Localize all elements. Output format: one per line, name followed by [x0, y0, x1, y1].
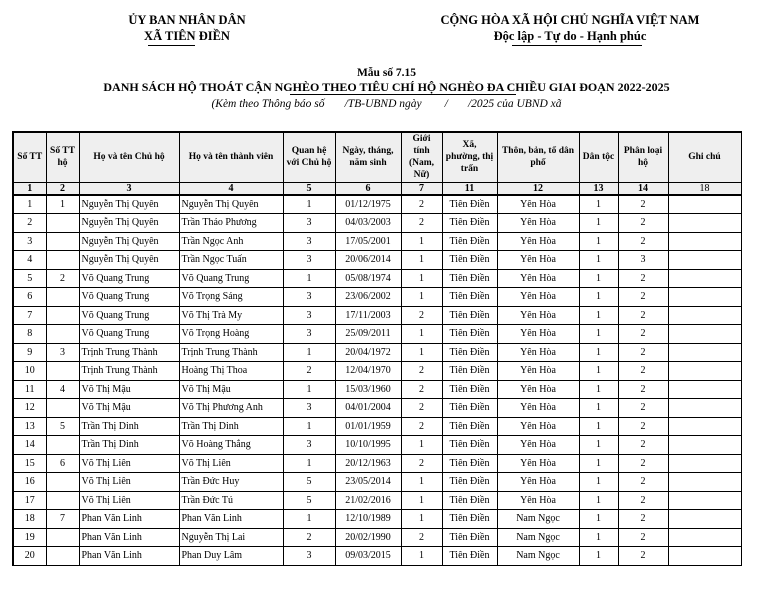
cell-ngay-sinh: 20/02/1990: [335, 528, 401, 547]
cell-phan-loai: 2: [618, 491, 668, 510]
cell-stt-ho: [46, 306, 79, 325]
cell-stt: 17: [13, 491, 46, 510]
table-row: [13, 362, 741, 381]
cell-ghi-chu: [668, 491, 741, 510]
col-header-ghi-chu: Ghi chú: [668, 132, 741, 182]
document-subtitle: (Kèm theo Thông báo số /TB-UBND ngày / /2025 của UBND xã: [211, 98, 562, 110]
cell-ngay-sinh: 05/08/1974: [335, 269, 401, 288]
col-number: 5: [283, 182, 335, 195]
cell-ngay-sinh: 12/10/1989: [335, 510, 401, 529]
cell-dan-toc: 1: [579, 454, 618, 473]
cell-gioi-tinh: 2: [401, 399, 442, 418]
column-number-row: [13, 182, 741, 195]
cell-ghi-chu: [668, 195, 741, 214]
cell-stt-ho: 6: [46, 454, 79, 473]
cell-phan-loai: 2: [618, 510, 668, 529]
cell-gioi-tinh: 2: [401, 454, 442, 473]
cell-ngay-sinh: 23/05/2014: [335, 473, 401, 492]
cell-thon: Yên Hòa: [497, 214, 579, 233]
cell-gioi-tinh: 1: [401, 232, 442, 251]
issuing-authority: [92, 12, 282, 44]
cell-phan-loai: 2: [618, 473, 668, 492]
cell-xa: Tiên Điền: [442, 232, 497, 251]
cell-gioi-tinh: 1: [401, 436, 442, 455]
col-header-chu-ho: Họ và tên Chủ hộ: [79, 132, 179, 182]
cell-stt: 5: [13, 269, 46, 288]
cell-xa: Tiên Điền: [442, 306, 497, 325]
cell-ngay-sinh: 20/04/1972: [335, 343, 401, 362]
cell-ngay-sinh: 04/01/2004: [335, 399, 401, 418]
cell-phan-loai: 2: [618, 380, 668, 399]
authority-line-1: ỦY BAN NHÂN DÂN: [128, 13, 246, 27]
authority-line-2: XÃ TIÊN ĐIỀN: [144, 29, 230, 43]
table-row: [13, 473, 741, 492]
cell-ghi-chu: [668, 306, 741, 325]
cell-stt-ho: 3: [46, 343, 79, 362]
cell-xa: Tiên Điền: [442, 362, 497, 381]
cell-ngay-sinh: 10/10/1995: [335, 436, 401, 455]
cell-dan-toc: 1: [579, 510, 618, 529]
cell-dan-toc: 1: [579, 547, 618, 566]
cell-stt-ho: [46, 325, 79, 344]
cell-dan-toc: 1: [579, 195, 618, 214]
cell-stt-ho: [46, 232, 79, 251]
cell-stt-ho: [46, 547, 79, 566]
col-header-quan-he: Quan hệ với Chủ hộ: [283, 132, 335, 182]
cell-phan-loai: 2: [618, 417, 668, 436]
cell-ghi-chu: [668, 454, 741, 473]
cell-phan-loai: 2: [618, 306, 668, 325]
cell-phan-loai: 2: [618, 343, 668, 362]
cell-stt: 12: [13, 399, 46, 418]
cell-stt-ho: 4: [46, 380, 79, 399]
cell-ngay-sinh: 12/04/1970: [335, 362, 401, 381]
cell-stt: 16: [13, 473, 46, 492]
col-header-ngay-sinh: Ngày, tháng, năm sinh: [335, 132, 401, 182]
table-row: [13, 269, 741, 288]
table-row: [13, 547, 741, 566]
cell-xa: Tiên Điền: [442, 454, 497, 473]
cell-thon: Yên Hòa: [497, 343, 579, 362]
cell-xa: Tiên Điền: [442, 436, 497, 455]
household-list-table: [12, 131, 742, 566]
cell-gioi-tinh: 2: [401, 306, 442, 325]
cell-quan-he: 3: [283, 436, 335, 455]
cell-gioi-tinh: 1: [401, 473, 442, 492]
cell-xa: Tiên Điền: [442, 510, 497, 529]
cell-thanh-vien: Trần Ngọc Anh: [179, 232, 283, 251]
cell-stt-ho: [46, 436, 79, 455]
cell-stt: 10: [13, 362, 46, 381]
cell-quan-he: 5: [283, 473, 335, 492]
cell-phan-loai: 2: [618, 214, 668, 233]
national-motto: Độc lập - Tự do - Hạnh phúc: [493, 29, 647, 43]
cell-xa: Tiên Điền: [442, 195, 497, 214]
cell-stt: 11: [13, 380, 46, 399]
cell-thon: Yên Hòa: [497, 454, 579, 473]
cell-quan-he: 1: [283, 417, 335, 436]
cell-thon: Nam Ngọc: [497, 528, 579, 547]
cell-chu-ho: Trần Thị Dinh: [79, 417, 179, 436]
cell-ngay-sinh: 20/12/1963: [335, 454, 401, 473]
cell-ngay-sinh: 25/09/2011: [335, 325, 401, 344]
cell-gioi-tinh: 2: [401, 362, 442, 381]
cell-xa: Tiên Điền: [442, 269, 497, 288]
cell-thon: Yên Hòa: [497, 362, 579, 381]
cell-ghi-chu: [668, 547, 741, 566]
cell-chu-ho: Phan Văn Linh: [79, 510, 179, 529]
cell-ghi-chu: [668, 343, 741, 362]
authority-underline: [148, 45, 195, 46]
table-row: [13, 195, 741, 214]
cell-quan-he: 1: [283, 195, 335, 214]
cell-phan-loai: 2: [618, 399, 668, 418]
cell-thon: Yên Hòa: [497, 436, 579, 455]
col-number: 2: [46, 182, 79, 195]
cell-chu-ho: Phan Văn Linh: [79, 528, 179, 547]
cell-chu-ho: Nguyễn Thị Quyên: [79, 195, 179, 214]
cell-stt-ho: [46, 288, 79, 307]
table-row: [13, 288, 741, 307]
cell-dan-toc: 1: [579, 325, 618, 344]
cell-quan-he: 3: [283, 306, 335, 325]
table-row: [13, 436, 741, 455]
cell-ghi-chu: [668, 473, 741, 492]
cell-chu-ho: Võ Quang Trung: [79, 306, 179, 325]
cell-thanh-vien: Võ Hoàng Thắng: [179, 436, 283, 455]
cell-thanh-vien: Võ Thị Liên: [179, 454, 283, 473]
col-header-stt-ho: Số TT hộ: [46, 132, 79, 182]
col-number: 4: [179, 182, 283, 195]
cell-xa: Tiên Điền: [442, 251, 497, 270]
cell-chu-ho: Nguyễn Thị Quyên: [79, 232, 179, 251]
cell-phan-loai: 2: [618, 454, 668, 473]
cell-ngay-sinh: 04/03/2003: [335, 214, 401, 233]
col-number: 12: [497, 182, 579, 195]
cell-gioi-tinh: 2: [401, 380, 442, 399]
cell-ghi-chu: [668, 269, 741, 288]
cell-phan-loai: 2: [618, 436, 668, 455]
cell-chu-ho: Võ Quang Trung: [79, 269, 179, 288]
cell-chu-ho: Võ Thị Liên: [79, 491, 179, 510]
cell-ghi-chu: [668, 417, 741, 436]
col-header-xa: Xã, phường, thị trấn: [442, 132, 497, 182]
cell-ghi-chu: [668, 232, 741, 251]
cell-thon: Yên Hòa: [497, 417, 579, 436]
header-row: [13, 132, 741, 182]
cell-ngay-sinh: 17/11/2003: [335, 306, 401, 325]
cell-dan-toc: 1: [579, 436, 618, 455]
cell-stt: 14: [13, 436, 46, 455]
cell-ghi-chu: [668, 399, 741, 418]
cell-gioi-tinh: 1: [401, 288, 442, 307]
cell-ghi-chu: [668, 325, 741, 344]
table-row: [13, 251, 741, 270]
col-header-thon: Thôn, bản, tổ dân phố: [497, 132, 579, 182]
col-header-thanh-vien: Họ và tên thành viên: [179, 132, 283, 182]
col-header-stt: Số TT: [13, 132, 46, 182]
cell-thanh-vien: Trần Đức Huy: [179, 473, 283, 492]
cell-ghi-chu: [668, 251, 741, 270]
cell-quan-he: 3: [283, 399, 335, 418]
cell-xa: Tiên Điền: [442, 343, 497, 362]
col-header-phan-loai: Phân loại hộ: [618, 132, 668, 182]
cell-phan-loai: 2: [618, 362, 668, 381]
col-number: 6: [335, 182, 401, 195]
cell-chu-ho: Võ Thị Liên: [79, 454, 179, 473]
cell-thon: Yên Hòa: [497, 195, 579, 214]
table-row: [13, 380, 741, 399]
cell-thanh-vien: Võ Quang Trung: [179, 269, 283, 288]
cell-stt-ho: [46, 214, 79, 233]
cell-xa: Tiên Điền: [442, 399, 497, 418]
cell-phan-loai: 3: [618, 251, 668, 270]
cell-gioi-tinh: 2: [401, 417, 442, 436]
cell-phan-loai: 2: [618, 195, 668, 214]
cell-thon: Yên Hòa: [497, 399, 579, 418]
cell-thanh-vien: Võ Trọng Sáng: [179, 288, 283, 307]
cell-xa: Tiên Điền: [442, 325, 497, 344]
cell-quan-he: 1: [283, 343, 335, 362]
cell-quan-he: 3: [283, 214, 335, 233]
cell-quan-he: 3: [283, 232, 335, 251]
col-number: 1: [13, 182, 46, 195]
cell-ghi-chu: [668, 510, 741, 529]
cell-gioi-tinh: 1: [401, 491, 442, 510]
cell-stt-ho: [46, 473, 79, 492]
cell-quan-he: 1: [283, 269, 335, 288]
cell-ngay-sinh: 01/12/1975: [335, 195, 401, 214]
document-title: DANH SÁCH HỘ THOÁT CẬN NGHÈO THEO TIÊU CHÍ HỘ NGHÈO ĐA CHIỀU GIAI ĐOẠN 2022-2025: [103, 80, 670, 94]
cell-dan-toc: 1: [579, 232, 618, 251]
cell-ghi-chu: [668, 214, 741, 233]
cell-thanh-vien: Hoàng Thị Thoa: [179, 362, 283, 381]
table-row: [13, 399, 741, 418]
cell-thanh-vien: Trần Thị Dinh: [179, 417, 283, 436]
cell-quan-he: 3: [283, 325, 335, 344]
col-number: 13: [579, 182, 618, 195]
cell-dan-toc: 1: [579, 251, 618, 270]
cell-quan-he: 3: [283, 251, 335, 270]
cell-ghi-chu: [668, 362, 741, 381]
col-header-gioi-tinh: Giới tính (Nam, Nữ): [401, 132, 442, 182]
cell-gioi-tinh: 2: [401, 214, 442, 233]
cell-dan-toc: 1: [579, 491, 618, 510]
cell-dan-toc: 1: [579, 417, 618, 436]
cell-gioi-tinh: 2: [401, 528, 442, 547]
national-title: CỘNG HÒA XÃ HỘI CHỦ NGHĨA VIỆT NAM: [440, 13, 700, 27]
col-number: 3: [79, 182, 179, 195]
cell-chu-ho: Trần Thị Dinh: [79, 436, 179, 455]
cell-xa: Tiên Điền: [442, 528, 497, 547]
cell-quan-he: 3: [283, 547, 335, 566]
cell-thanh-vien: Nguyễn Thị Quyên: [179, 195, 283, 214]
cell-thon: Yên Hòa: [497, 380, 579, 399]
table-row: [13, 214, 741, 233]
cell-quan-he: 2: [283, 528, 335, 547]
cell-xa: Tiên Điền: [442, 417, 497, 436]
cell-gioi-tinh: 2: [401, 195, 442, 214]
cell-gioi-tinh: 1: [401, 251, 442, 270]
cell-chu-ho: Võ Quang Trung: [79, 325, 179, 344]
cell-xa: Tiên Điền: [442, 380, 497, 399]
cell-dan-toc: 1: [579, 306, 618, 325]
table-row: [13, 417, 741, 436]
cell-ngay-sinh: 17/05/2001: [335, 232, 401, 251]
cell-stt-ho: 5: [46, 417, 79, 436]
cell-chu-ho: Trịnh Trung Thành: [79, 362, 179, 381]
cell-xa: Tiên Điền: [442, 214, 497, 233]
cell-ngay-sinh: 20/06/2014: [335, 251, 401, 270]
cell-ngay-sinh: 15/03/1960: [335, 380, 401, 399]
cell-thanh-vien: Võ Thị Phương Anh: [179, 399, 283, 418]
cell-quan-he: 2: [283, 362, 335, 381]
cell-thanh-vien: Võ Thị Mậu: [179, 380, 283, 399]
cell-xa: Tiên Điền: [442, 288, 497, 307]
cell-quan-he: 1: [283, 454, 335, 473]
cell-stt: 3: [13, 232, 46, 251]
cell-ngay-sinh: 01/01/1959: [335, 417, 401, 436]
table-row: [13, 232, 741, 251]
form-number: Mẫu số 7.15: [356, 67, 417, 79]
cell-stt-ho: [46, 362, 79, 381]
cell-thon: Yên Hòa: [497, 269, 579, 288]
cell-thanh-vien: Võ Thị Trà My: [179, 306, 283, 325]
cell-gioi-tinh: 1: [401, 269, 442, 288]
cell-thanh-vien: Trần Thảo Phương: [179, 214, 283, 233]
cell-stt: 6: [13, 288, 46, 307]
cell-thon: Yên Hòa: [497, 288, 579, 307]
cell-xa: Tiên Điền: [442, 547, 497, 566]
cell-ngay-sinh: 21/02/2016: [335, 491, 401, 510]
cell-stt: 2: [13, 214, 46, 233]
national-header: [425, 12, 715, 44]
cell-ngay-sinh: 09/03/2015: [335, 547, 401, 566]
cell-dan-toc: 1: [579, 343, 618, 362]
table-row: [13, 343, 741, 362]
cell-stt-ho: [46, 528, 79, 547]
cell-gioi-tinh: 1: [401, 343, 442, 362]
cell-chu-ho: Võ Thị Mậu: [79, 380, 179, 399]
cell-thanh-vien: Phan Duy Lâm: [179, 547, 283, 566]
col-number: 11: [442, 182, 497, 195]
cell-gioi-tinh: 1: [401, 547, 442, 566]
cell-thanh-vien: Trần Đức Tú: [179, 491, 283, 510]
col-number: 7: [401, 182, 442, 195]
cell-dan-toc: 1: [579, 362, 618, 381]
cell-thon: Yên Hòa: [497, 491, 579, 510]
cell-stt: 1: [13, 195, 46, 214]
cell-stt-ho: [46, 251, 79, 270]
cell-ghi-chu: [668, 380, 741, 399]
cell-thanh-vien: Nguyễn Thị Lai: [179, 528, 283, 547]
cell-ghi-chu: [668, 288, 741, 307]
cell-xa: Tiên Điền: [442, 473, 497, 492]
cell-thon: Nam Ngọc: [497, 510, 579, 529]
cell-thon: Yên Hòa: [497, 251, 579, 270]
cell-stt: 19: [13, 528, 46, 547]
cell-chu-ho: Phan Văn Linh: [79, 547, 179, 566]
cell-gioi-tinh: 1: [401, 325, 442, 344]
cell-xa: Tiên Điền: [442, 491, 497, 510]
cell-phan-loai: 2: [618, 547, 668, 566]
cell-stt: 8: [13, 325, 46, 344]
cell-chu-ho: Võ Thị Liên: [79, 473, 179, 492]
cell-stt: 13: [13, 417, 46, 436]
cell-thon: Yên Hòa: [497, 232, 579, 251]
cell-quan-he: 1: [283, 510, 335, 529]
cell-quan-he: 3: [283, 288, 335, 307]
cell-stt-ho: 1: [46, 195, 79, 214]
cell-dan-toc: 1: [579, 269, 618, 288]
cell-dan-toc: 1: [579, 528, 618, 547]
cell-thanh-vien: Trần Ngọc Tuấn: [179, 251, 283, 270]
cell-thanh-vien: Trịnh Trung Thành: [179, 343, 283, 362]
cell-stt: 7: [13, 306, 46, 325]
cell-thanh-vien: Phan Văn Linh: [179, 510, 283, 529]
cell-thon: Nam Ngọc: [497, 547, 579, 566]
cell-chu-ho: Võ Quang Trung: [79, 288, 179, 307]
motto-underline: [512, 45, 642, 46]
cell-dan-toc: 1: [579, 399, 618, 418]
cell-stt-ho: 2: [46, 269, 79, 288]
cell-gioi-tinh: 1: [401, 510, 442, 529]
cell-stt: 9: [13, 343, 46, 362]
col-header-dan-toc: Dân tộc: [579, 132, 618, 182]
cell-phan-loai: 2: [618, 325, 668, 344]
cell-chu-ho: Nguyễn Thị Quyên: [79, 251, 179, 270]
table-row: [13, 491, 741, 510]
cell-stt: 15: [13, 454, 46, 473]
table-row: [13, 325, 741, 344]
cell-ghi-chu: [668, 528, 741, 547]
cell-thon: Yên Hòa: [497, 306, 579, 325]
cell-phan-loai: 2: [618, 288, 668, 307]
cell-phan-loai: 2: [618, 232, 668, 251]
cell-stt: 18: [13, 510, 46, 529]
title-underline: [290, 94, 516, 95]
cell-chu-ho: Trịnh Trung Thành: [79, 343, 179, 362]
cell-dan-toc: 1: [579, 288, 618, 307]
cell-phan-loai: 2: [618, 528, 668, 547]
cell-quan-he: 1: [283, 380, 335, 399]
cell-thon: Yên Hòa: [497, 325, 579, 344]
cell-stt-ho: 7: [46, 510, 79, 529]
cell-stt: 4: [13, 251, 46, 270]
table-row: [13, 306, 741, 325]
cell-thanh-vien: Võ Trọng Hoàng: [179, 325, 283, 344]
cell-stt: 20: [13, 547, 46, 566]
cell-stt-ho: [46, 399, 79, 418]
cell-phan-loai: 2: [618, 269, 668, 288]
cell-stt-ho: [46, 491, 79, 510]
table-row: [13, 510, 741, 529]
col-number: 14: [618, 182, 668, 195]
cell-dan-toc: 1: [579, 214, 618, 233]
table-row: [13, 528, 741, 547]
col-number: 18: [668, 182, 741, 195]
cell-chu-ho: Nguyễn Thị Quyên: [79, 214, 179, 233]
cell-chu-ho: Võ Thị Mậu: [79, 399, 179, 418]
cell-dan-toc: 1: [579, 380, 618, 399]
table-row: [13, 454, 741, 473]
cell-ngay-sinh: 23/06/2002: [335, 288, 401, 307]
cell-thon: Yên Hòa: [497, 473, 579, 492]
cell-dan-toc: 1: [579, 473, 618, 492]
cell-quan-he: 5: [283, 491, 335, 510]
cell-ghi-chu: [668, 436, 741, 455]
